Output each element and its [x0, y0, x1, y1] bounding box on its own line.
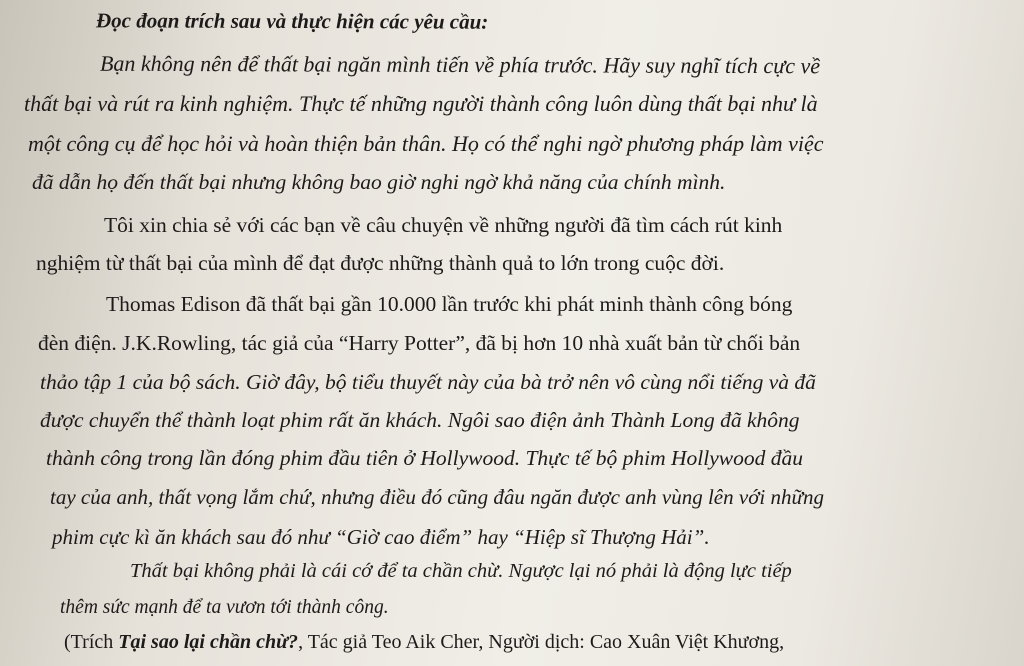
paragraph-line: tay của anh, thất vọng lắm chứ, nhưng điều đó cũng đâu ngăn được anh vùng lên với những — [50, 485, 824, 509]
paragraph-line: Thomas Edison đã thất bại gần 10.000 lần trước khi phát minh thành công bóng — [106, 292, 793, 316]
paragraph-line: thành công trong lần đóng phim đầu tiên ở Hollywood. Thực tế bộ phim Hollywood đầu — [46, 446, 803, 470]
citation-book-title: Tại sao lại chần chừ? — [118, 631, 299, 653]
paragraph-line: đã dẫn họ đến thất bại nhưng không bao giờ nghi ngờ khả năng của chính mình. — [32, 170, 726, 194]
source-citation — [64, 632, 784, 652]
paragraph-line: thêm sức mạnh để ta vươn tới thành công. — [60, 597, 389, 618]
exercise-heading: Đọc đoạn trích sau và thực hiện các yêu cầu: — [95, 8, 489, 34]
paragraph-line: được chuyển thể thành loạt phim rất ăn khách. Ngôi sao điện ảnh Thành Long đã không — [40, 408, 800, 432]
paragraph-line: thất bại và rút ra kinh nghiệm. Thực tế những người thành công luôn dùng thất bại như là — [24, 91, 818, 116]
citation-author-translator: , Tác giả Teo Aik Cher, Người dịch: Cao Xuân Việt Khương, — [298, 631, 785, 653]
paragraph-line: Bạn không nên để thất bại ngăn mình tiến về phía trước. Hãy suy nghĩ tích cực về — [99, 50, 821, 79]
paragraph-line: phim cực kì ăn khách sau đó như “Giờ cao điểm” hay “Hiệp sĩ Thượng Hải”. — [52, 525, 710, 549]
paragraph-line: Tôi xin chia sẻ với các bạn về câu chuyện về những người đã tìm cách rút kinh — [104, 213, 783, 237]
paragraph-line: đèn điện. J.K.Rowling, tác giả của “Harry Potter”, đã bị hơn 10 nhà xuất bản từ chối bản — [38, 331, 801, 355]
paragraph-line: một công cụ để học hỏi và hoàn thiện bản thân. Họ có thể nghi ngờ phương pháp làm việc — [28, 131, 824, 156]
paragraph-line: thảo tập 1 của bộ sách. Giờ đây, bộ tiểu thuyết này của bà trở nên vô cùng nổi tiếng và đã — [40, 370, 816, 394]
paragraph-line: nghiệm từ thất bại của mình để đạt được những thành quả to lớn trong cuộc đời. — [36, 251, 725, 275]
citation-prefix: (Trích — [64, 631, 119, 653]
paragraph-line: Thất bại không phải là cái cớ để ta chần chừ. Ngược lại nó phải là động lực tiếp — [130, 560, 792, 582]
